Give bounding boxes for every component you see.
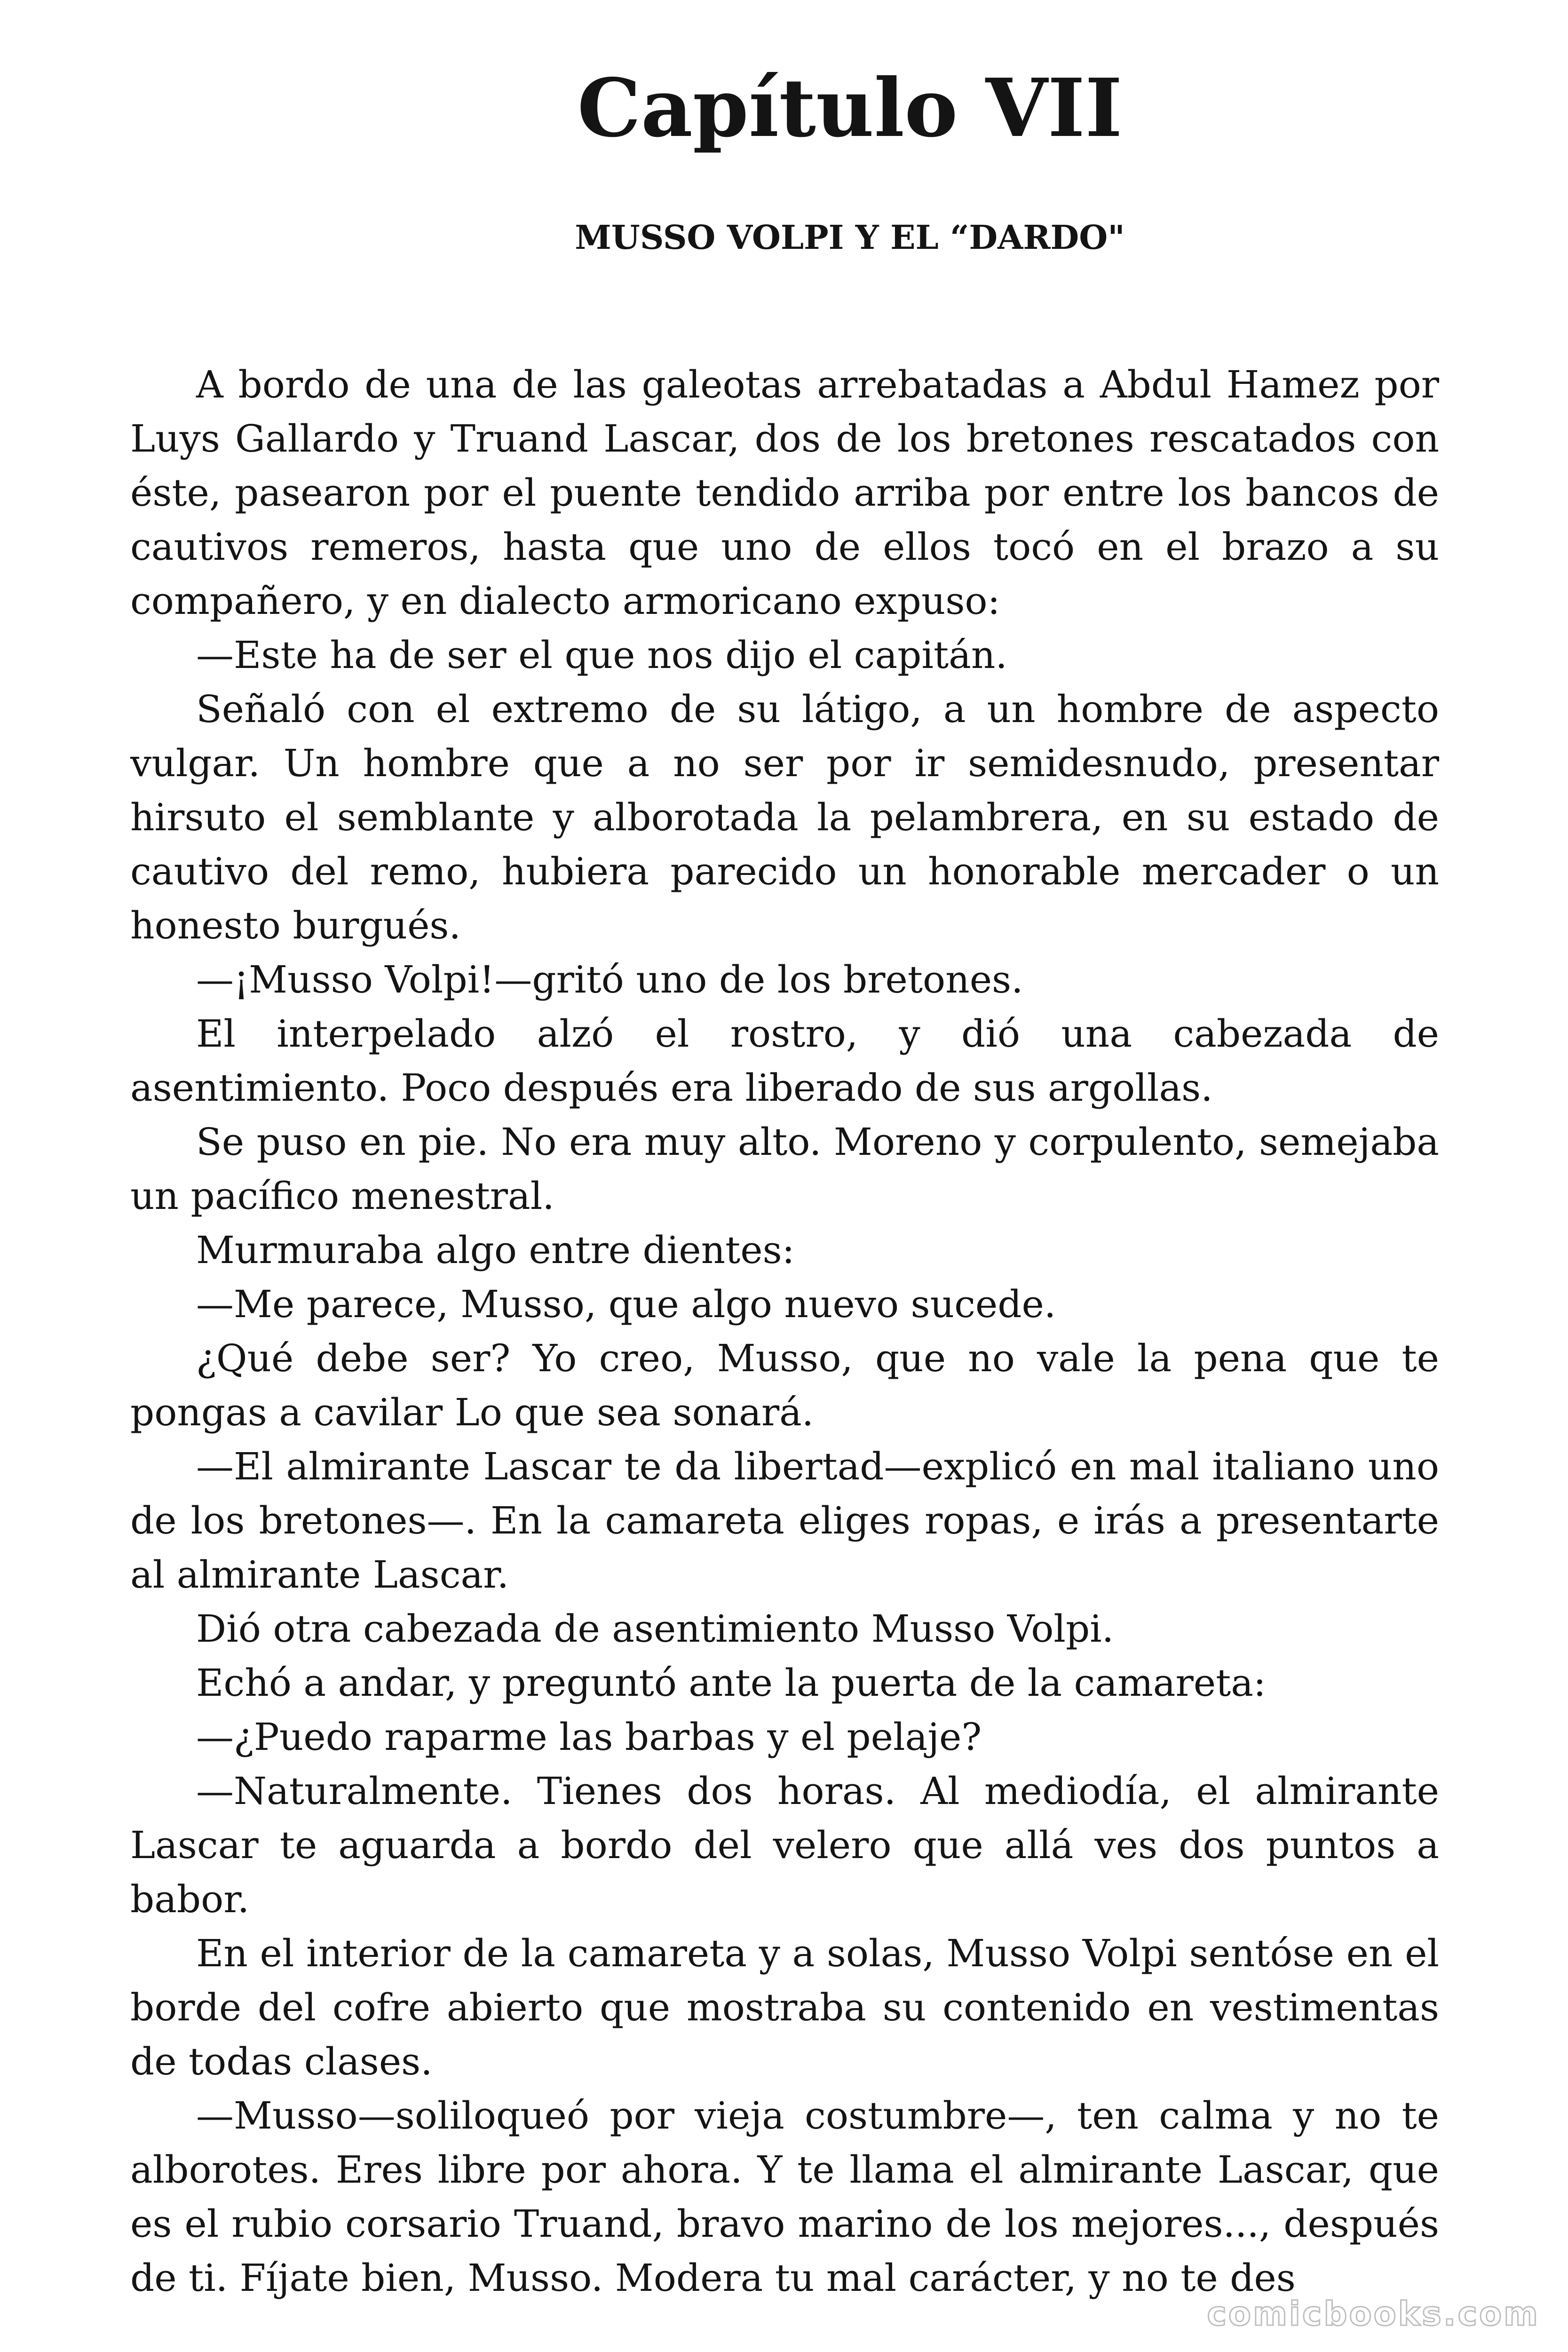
paragraph: —¿Puedo raparme las barbas y el pelaje? — [196, 1715, 982, 1759]
paragraph: Se puso en pie. No era muy alto. Moreno y corpulento, semejaba un pacífico menestral. — [130, 1120, 1439, 1218]
watermark: comicbooks.com — [1207, 2295, 1540, 2333]
paragraph: —El almirante Lascar te da libertad—explicó en mal italiano uno de los bretones—. En la camareta eliges ropas, e irás a presentarte al almirante Lascar. — [130, 1445, 1439, 1597]
paragraph: A bordo de una de las galeotas arrebatadas a Abdul Hamez por Luys Gallardo y Truand Lascar, dos de los bretones rescatados con éste, pasearon por el puente tendido arriba por entre los bancos de cautivos remeros, hasta que uno de ellos tocó en el brazo a su compañero, y en dialecto armoricano expuso: — [130, 363, 1439, 623]
body-text — [130, 358, 1439, 2305]
chapter-subtitle: MUSSO VOLPI Y EL “DARDO" — [575, 218, 1125, 257]
paragraph: En el interior de la camareta y a solas, Musso Volpi sentóse en el borde del cofre abierto que mostraba su contenido en vestimentas de todas clases. — [130, 1931, 1439, 2083]
paragraph: —Musso—soliloqueó por vieja costumbre—, ten calma y no te alborotes. Eres libre por ahora. Y te llama el almirante Lascar, que es el rubio corsario Truand, bravo marino de los mejores..., después de ti. Fíjate bien, Musso. Modera tu mal carácter, y no te des — [130, 2094, 1439, 2300]
paragraph: —Este ha de ser el que nos dijo el capitán. — [196, 633, 1007, 677]
paragraph: Señaló con el extremo de su látigo, a un hombre de aspecto vulgar. Un hombre que a no ser por ir semidesnudo, presentar hirsuto el semblante y alborotada la pelambrera, en su estado de cautivo del remo, hubiera parecido un honorable mercader o un honesto burgués. — [130, 687, 1439, 947]
paragraph: —Me parece, Musso, que algo nuevo sucede. — [196, 1282, 1056, 1326]
paragraph: ¿Qué debe ser? Yo creo, Musso, que no vale la pena que te pongas a cavilar Lo que sea sonará. — [130, 1336, 1439, 1434]
chapter-title: Capítulo VII — [577, 61, 1123, 155]
paragraph: Dió otra cabezada de asentimiento Musso Volpi. — [196, 1607, 1114, 1651]
paragraph: —Naturalmente. Tienes dos horas. Al mediodía, el almirante Lascar te aguarda a bordo del velero que allá ves dos puntos a babor. — [130, 1769, 1439, 1921]
paragraph: El interpelado alzó el rostro, y dió una cabezada de asentimiento. Poco después era liberado de sus argollas. — [130, 1012, 1439, 1110]
paragraph: Murmuraba algo entre dientes: — [196, 1228, 795, 1272]
paragraph: Echó a andar, y preguntó ante la puerta de la camareta: — [196, 1661, 1266, 1705]
paragraph: —¡Musso Volpi!—gritó uno de los bretones. — [196, 958, 1023, 1001]
